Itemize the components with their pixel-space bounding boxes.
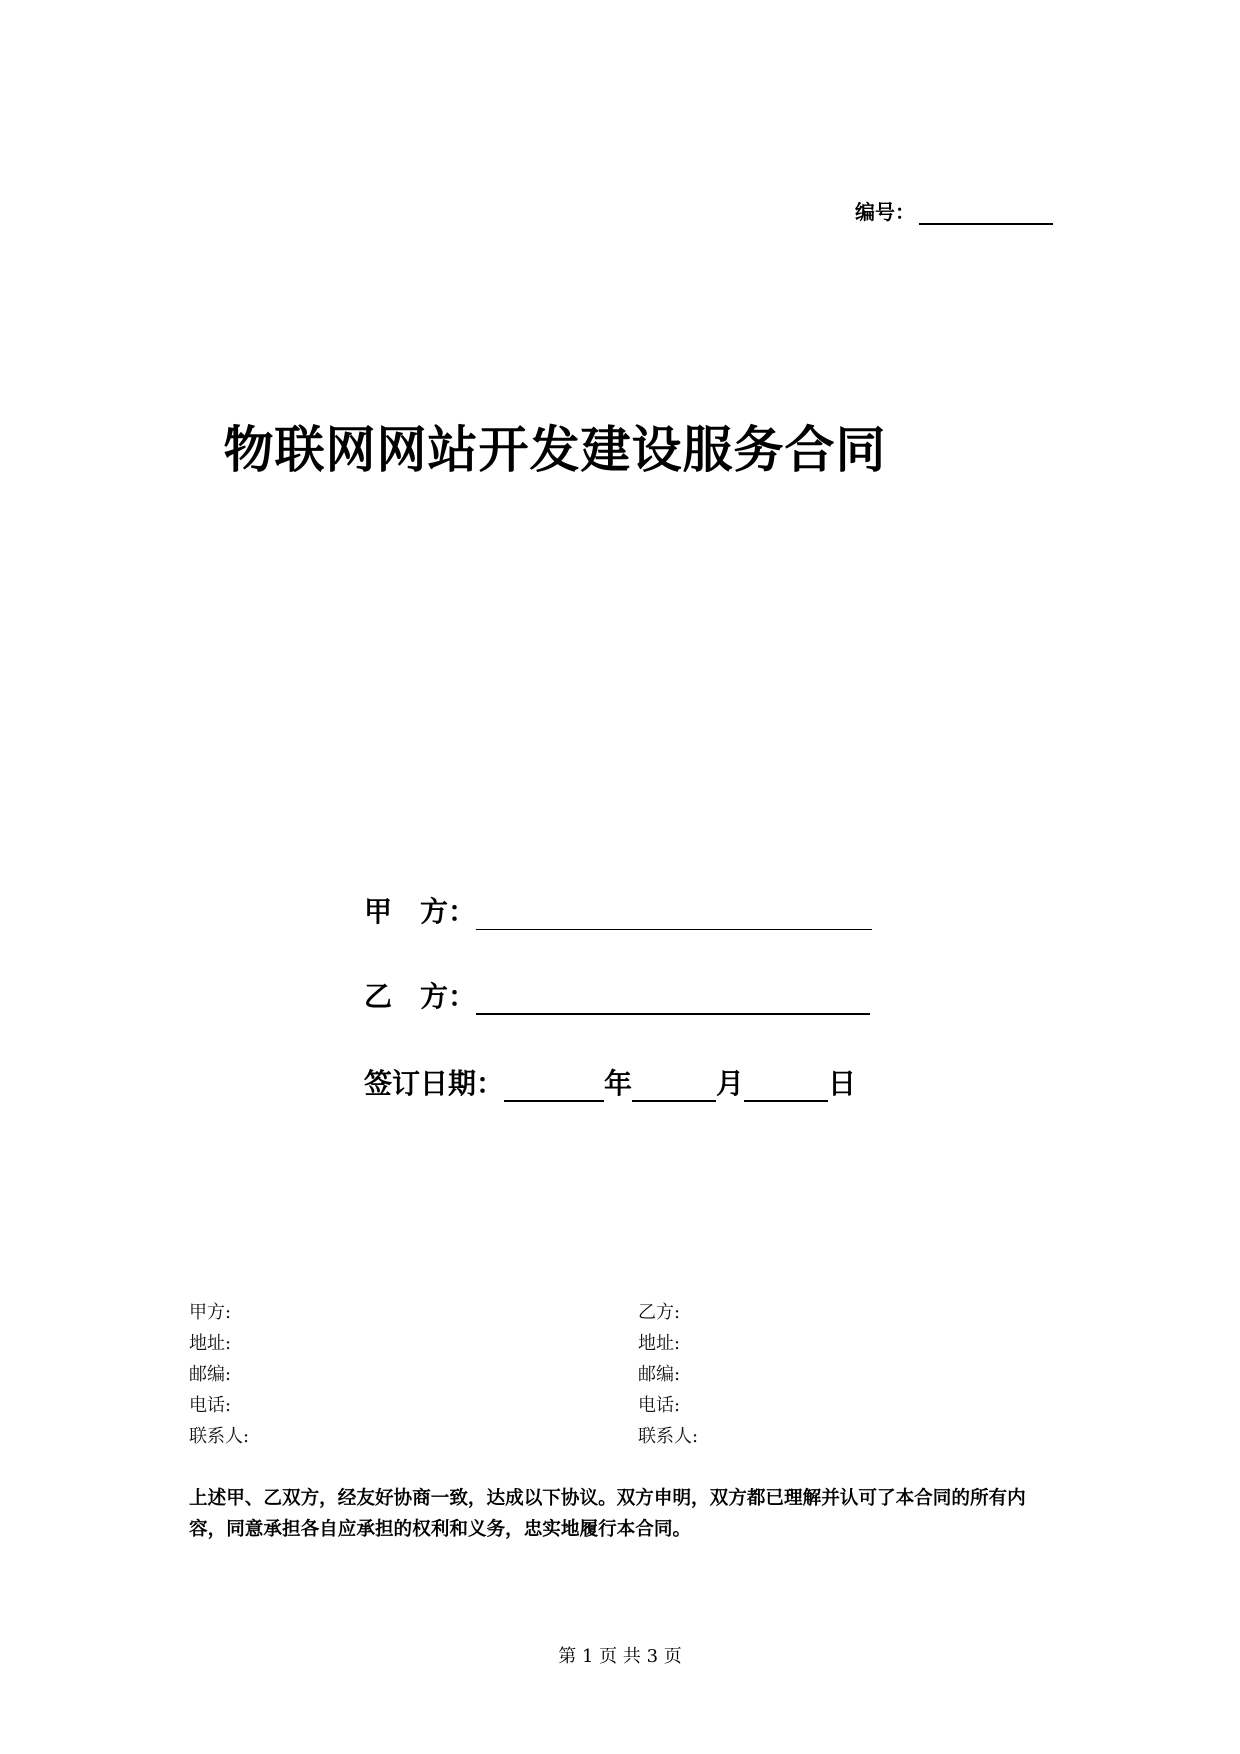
party-a-info — [189, 1297, 249, 1452]
party-a-label: 甲 方： — [364, 895, 477, 928]
party-b-info-contact: 联系人: — [638, 1426, 699, 1447]
sign-year-blank[interactable] — [504, 1074, 604, 1102]
party-b-info-phone: 电话: — [638, 1395, 681, 1416]
party-b-info — [638, 1297, 698, 1452]
contract-number — [855, 196, 1053, 225]
party-a-info-name: 甲方: — [189, 1302, 232, 1323]
sign-date-label: 签订日期： — [364, 1067, 505, 1100]
party-b-info-postcode: 邮编: — [638, 1364, 681, 1385]
party-a-info-address: 地址: — [189, 1333, 232, 1354]
sign-month-label: 月 — [716, 1067, 745, 1100]
party-b-info-name: 乙方: — [638, 1302, 681, 1323]
sign-year-label: 年 — [604, 1067, 633, 1100]
page-footer — [0, 1642, 1240, 1668]
party-a-info-postcode: 邮编: — [189, 1364, 232, 1385]
sign-day-label: 日 — [828, 1067, 857, 1100]
party-a-row — [364, 890, 872, 930]
party-b-label: 乙 方： — [364, 980, 477, 1013]
page-number: 第 1 页 共 3 页 — [558, 1646, 682, 1667]
agreement-paragraph: 上述甲、乙双方，经友好协商一致，达成以下协议。双方申明，双方都已理解并认可了本合同的所有内容，同意承担各自应承担的权利和义务，忠实地履行本合同。 — [189, 1488, 1026, 1540]
document-title — [0, 410, 1240, 482]
party-a-info-phone: 电话: — [189, 1395, 232, 1416]
document-title-text: 物联网网站开发建设服务合同 — [223, 421, 887, 479]
sign-date-row — [364, 1062, 856, 1102]
contract-number-blank[interactable] — [919, 203, 1053, 225]
party-a-blank[interactable] — [476, 903, 872, 930]
party-b-row — [364, 975, 870, 1015]
party-b-blank[interactable] — [476, 987, 870, 1015]
party-a-info-contact: 联系人: — [189, 1426, 250, 1447]
sign-day-blank[interactable] — [744, 1074, 828, 1102]
sign-month-blank[interactable] — [632, 1074, 716, 1102]
contract-number-label: 编号： — [855, 200, 915, 224]
party-b-info-address: 地址: — [638, 1333, 681, 1354]
